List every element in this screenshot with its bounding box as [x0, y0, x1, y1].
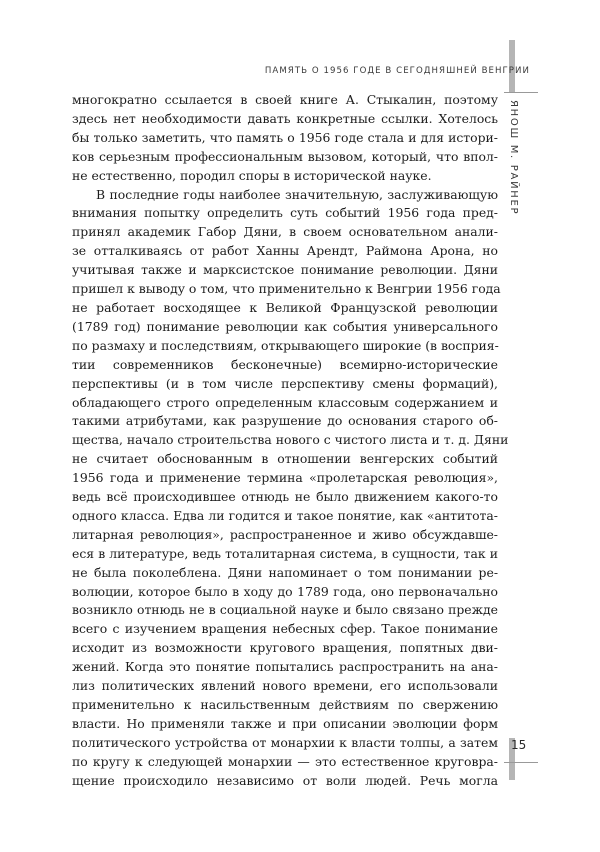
text-line: внимания попытку определить суть событий 1956 года пред-	[72, 205, 498, 221]
header-tick-rule	[504, 92, 538, 93]
text-line: не считает обоснованным в отношении венгерских событий	[72, 451, 498, 467]
text-line: литарная революция», распространенное и живо обсуждавше-	[72, 526, 498, 542]
text-line: одного класса. Едва ли годится и такое понятие, как «антитота-	[72, 507, 498, 523]
text-line: (1789 год) понимание революции как события универсального	[72, 318, 498, 334]
text-line: учитывая также и марксистское понимание революции. Дяни	[72, 262, 498, 278]
text-line: 1956 года и применение термина «пролетарская революция»,	[72, 470, 498, 486]
text-line: принял академик Габор Дяни, в своем основательном анали-	[72, 224, 498, 240]
text-line: бы только заметить, что память о 1956 годе стала и для истори-	[72, 129, 498, 145]
text-line: не работает восходящее к Великой Французской революции	[72, 299, 498, 315]
page-number: 15	[511, 738, 527, 752]
text-line: здесь нет необходимости давать конкретные ссылки. Хотелось	[72, 110, 498, 126]
text-line: многократно ссылается в своей книге А. Стыкалин, поэтому	[72, 92, 498, 107]
text-line: власти. Но применяли также и при описании эволюции форм	[72, 715, 498, 731]
text-line: по размаху и последствиям, открывающего широкие (в восприя-	[72, 337, 499, 353]
text-line: щение происходило независимо от воли людей. Речь могла	[72, 772, 498, 788]
text-line: жений. Когда это понятие попытались распространить на ана-	[72, 659, 498, 675]
text-line: политического устройства от монархии к власти толпы, а затем	[72, 734, 498, 750]
text-line: тии современников бесконечные) всемирно-исторические	[72, 356, 498, 372]
text-line: возникло отнюдь не в социальной науке и было связано прежде	[72, 602, 498, 618]
text-line: не естественно, породил споры в исторической науке.	[72, 167, 432, 183]
text-line: лиз политических явлений нового времени, его использовали	[72, 678, 498, 694]
text-line: В последние годы наиболее значительную, заслуживающую	[96, 186, 498, 202]
text-line: зе отталкиваясь от работ Ханны Арендт, Раймона Арона, но	[72, 243, 498, 259]
footer-tick-rule	[504, 762, 538, 763]
text-line: обладающего строго определенным классовым содержанием и	[72, 394, 498, 410]
text-line: всего с изучением вращения небесных сфер. Такое понимание	[72, 621, 498, 637]
text-line: ков серьезным профессиональным вызовом, который, что впол-	[72, 148, 498, 164]
text-line: применительно к насильственным действиям по свержению	[72, 697, 498, 712]
side-author-name: ЯНОШ М. РАЙНЕР	[508, 100, 519, 216]
text-line: перспективы (и в том числе перспективу смены формаций),	[72, 375, 498, 391]
text-line: такими атрибутами, как разрушение до основания старого об-	[72, 413, 498, 429]
running-head-title: ПАМЯТЬ О 1956 ГОДЕ В СЕГОДНЯШНЕЙ ВЕНГРИИ	[264, 66, 530, 76]
text-line: еся в литературе, ведь тоталитарная система, в сущности, так и	[72, 545, 498, 561]
text-line: волюции, которое было в ходу до 1789 года, оно первоначально	[72, 583, 498, 599]
text-line: пришел к выводу о том, что применительно к Венгрии 1956 года	[72, 281, 501, 297]
text-line: щества, начало строительства нового с чистого листа и т. д. Дяни	[72, 432, 509, 448]
body-text	[72, 91, 509, 791]
text-line: не была поколеблена. Дяни напоминает о том понимании ре-	[72, 564, 498, 580]
text-line: исходит из возможности кругового вращения, попятных дви-	[72, 640, 498, 656]
text-line: ведь всё происходившее отнюдь не было движением какого-то	[72, 489, 498, 505]
text-line: по кругу к следующей монархии — это естественное круговра-	[72, 753, 498, 769]
